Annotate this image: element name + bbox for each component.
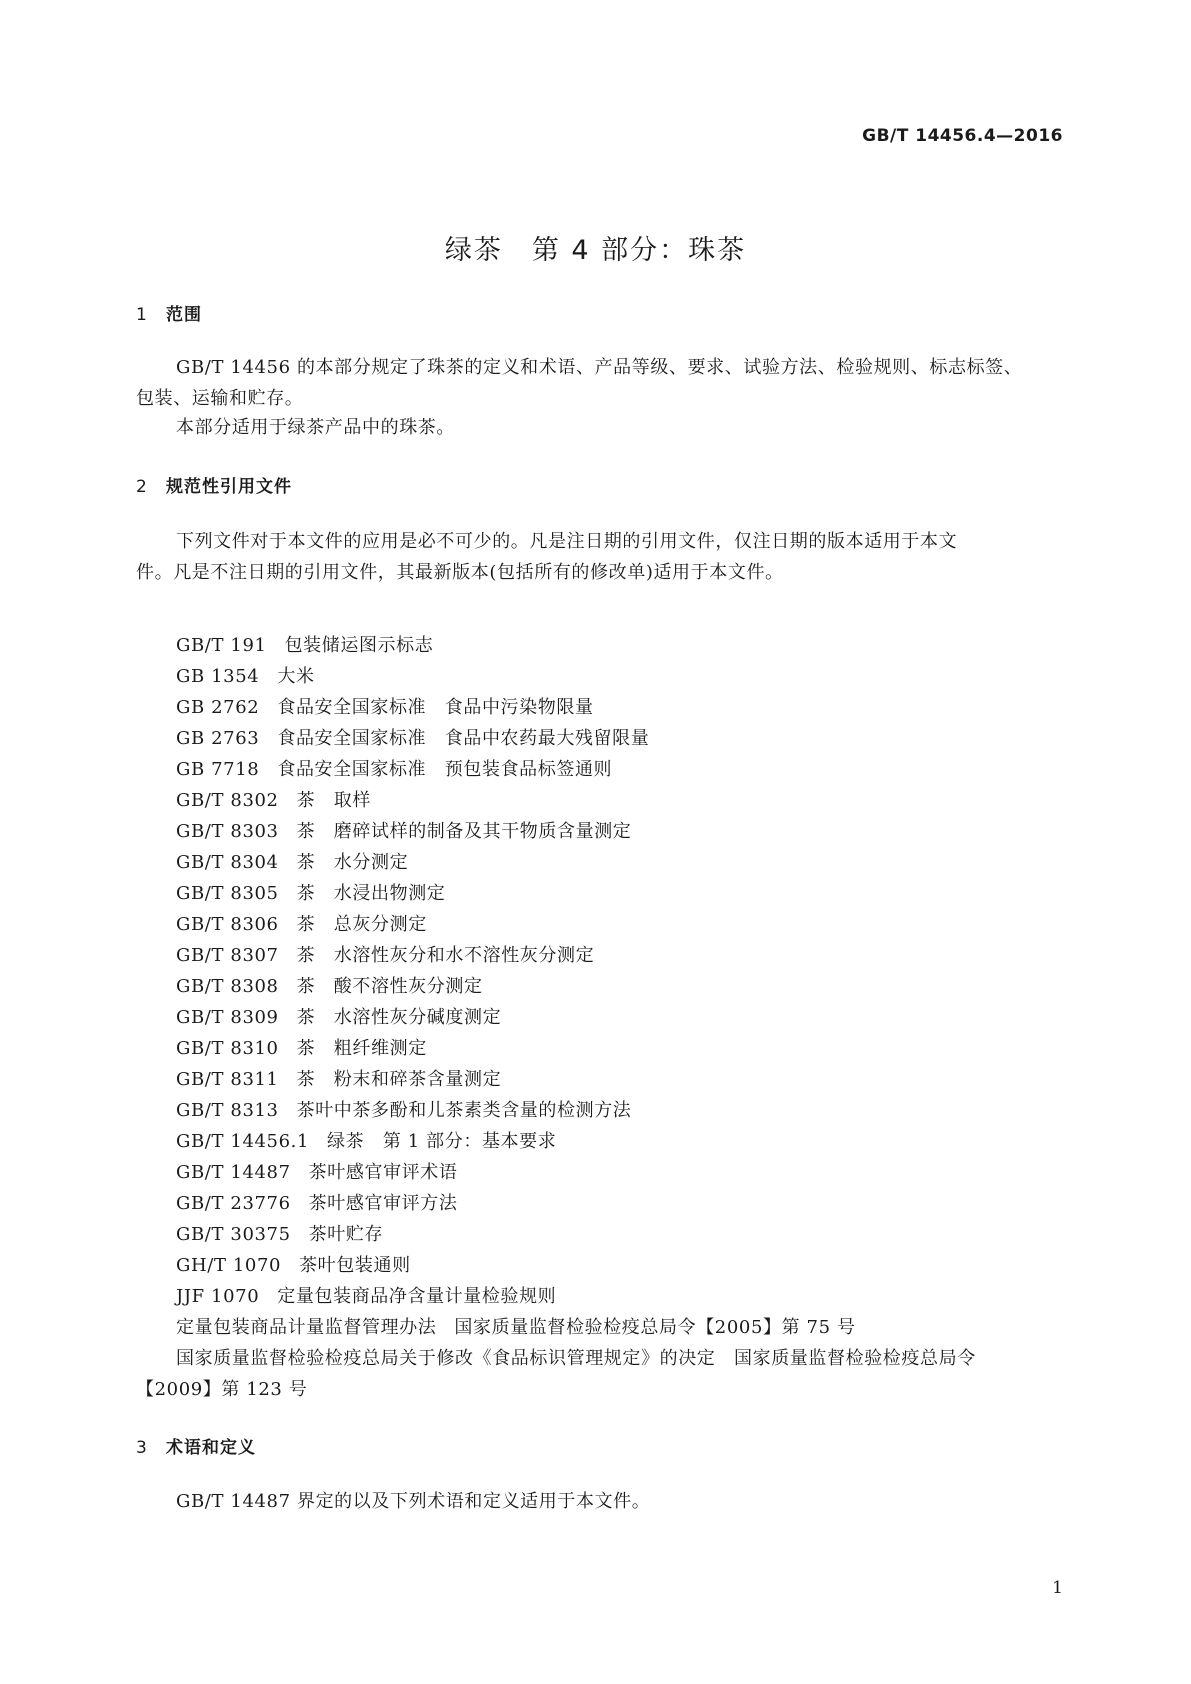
reference-code: GB/T 8304 xyxy=(176,852,279,873)
section-3-title: 术语和定义 xyxy=(166,1438,256,1458)
reference-title: 食品安全国家标准 食品中污染物限量 xyxy=(277,697,594,718)
reference-item xyxy=(176,1157,1056,1188)
reference-code: GB/T 8309 xyxy=(176,1007,279,1028)
reference-item xyxy=(176,1250,1056,1281)
reference-item xyxy=(176,1312,1056,1343)
reference-code: GH/T 1070 xyxy=(176,1255,282,1276)
reference-title: 茶 水溶性灰分和水不溶性灰分测定 xyxy=(296,945,595,966)
reference-code: GB 2762 xyxy=(176,697,260,718)
reference-item xyxy=(176,1281,1056,1312)
reference-title: 包装储运图示标志 xyxy=(284,635,434,656)
reference-title: 茶 总灰分测定 xyxy=(296,914,427,935)
reference-item xyxy=(176,754,1056,785)
reference-code: GB/T 23776 xyxy=(176,1193,291,1214)
reference-title: 茶 粗纤维测定 xyxy=(296,1038,427,1059)
page-number: 1 xyxy=(1052,1578,1063,1598)
reference-code: GB/T 8303 xyxy=(176,821,279,842)
reference-item xyxy=(176,630,1056,661)
reference-item xyxy=(176,785,1056,816)
section-1-number: 1 xyxy=(136,305,148,325)
section-3-heading xyxy=(136,1433,256,1458)
reference-title: 茶 水分测定 xyxy=(296,852,409,873)
reference-title: 茶叶包装通则 xyxy=(299,1255,411,1276)
reference-title: 茶 酸不溶性灰分测定 xyxy=(296,976,483,997)
reference-item xyxy=(176,723,1056,754)
reference-title: 食品安全国家标准 食品中农药最大残留限量 xyxy=(277,728,650,749)
section-2-number: 2 xyxy=(136,477,148,497)
reference-last-line-1: 国家质量监督检验检疫总局关于修改《食品标识管理规定》的决定 国家质量监督检验检疫总局令 xyxy=(176,1348,976,1369)
reference-title: 大米 xyxy=(277,666,315,687)
reference-item xyxy=(176,1188,1056,1219)
reference-item xyxy=(176,1126,1056,1157)
reference-item xyxy=(176,1095,1056,1126)
section-1-para-1-line-1: GB/T 14456 的本部分规定了珠茶的定义和术语、产品等级、要求、试验方法、检验规则、标志标签、 xyxy=(176,357,1023,378)
reference-item xyxy=(176,847,1056,878)
reference-last-line-2: 【2009】第 123 号 xyxy=(136,1379,308,1400)
reference-code: GB/T 191 xyxy=(176,635,267,656)
normative-reference-list xyxy=(176,630,1056,1343)
reference-code: JJF 1070 xyxy=(176,1286,260,1307)
reference-code: GB/T 8310 xyxy=(176,1038,279,1059)
reference-item xyxy=(176,878,1056,909)
reference-title: 绿茶 第 1 部分：基本要求 xyxy=(327,1131,557,1152)
reference-item xyxy=(176,971,1056,1002)
section-3-intro: GB/T 14487 界定的以及下列术语和定义适用于本文件。 xyxy=(176,1491,651,1512)
reference-title: 茶 取样 xyxy=(296,790,372,811)
section-1-paragraph-2: 本部分适用于绿茶产品中的珠茶。 xyxy=(176,417,455,438)
reference-title: 茶叶中茶多酚和儿茶素类含量的检测方法 xyxy=(296,1100,632,1121)
reference-item xyxy=(176,1064,1056,1095)
reference-item-last xyxy=(136,1343,1056,1405)
reference-code: GB 7718 xyxy=(176,759,260,780)
reference-title: 茶叶感官审评术语 xyxy=(308,1162,458,1183)
reference-code: GB/T 8311 xyxy=(176,1069,279,1090)
reference-title: 茶 磨碎试样的制备及其干物质含量测定 xyxy=(296,821,632,842)
reference-code: GB/T 30375 xyxy=(176,1224,291,1245)
reference-code: GB/T 8302 xyxy=(176,790,279,811)
section-2-heading xyxy=(136,472,292,497)
document-title: 绿茶 第 4 部分：珠茶 xyxy=(444,235,747,266)
section-1-heading xyxy=(136,300,202,325)
reference-title: 茶叶贮存 xyxy=(308,1224,384,1245)
reference-item xyxy=(176,1033,1056,1064)
reference-title: 定量包装商品净含量计量检验规则 xyxy=(277,1286,557,1307)
section-3-number: 3 xyxy=(136,1438,148,1458)
reference-code: GB/T 14456.1 xyxy=(176,1131,310,1152)
section-2-title: 规范性引用文件 xyxy=(166,477,292,497)
section-1-paragraph-1 xyxy=(136,352,1056,414)
reference-item xyxy=(176,909,1056,940)
reference-item xyxy=(176,1002,1056,1033)
reference-code: 定量包装商品计量监督管理办法 xyxy=(176,1317,437,1338)
reference-title: 茶 粉末和碎茶含量测定 xyxy=(296,1069,502,1090)
reference-code: GB/T 14487 xyxy=(176,1162,291,1183)
reference-title: 食品安全国家标准 预包装食品标签通则 xyxy=(277,759,613,780)
standard-number: GB/T 14456.4—2016 xyxy=(862,126,1063,146)
section-2-intro xyxy=(136,526,1056,588)
reference-code: GB/T 8306 xyxy=(176,914,279,935)
reference-item xyxy=(176,816,1056,847)
section-2-intro-line-1: 下列文件对于本文件的应用是必不可少的。凡是注日期的引用文件，仅注日期的版本适用于本文 xyxy=(176,531,958,552)
reference-code: GB/T 8308 xyxy=(176,976,279,997)
reference-code: GB 1354 xyxy=(176,666,260,687)
section-1-title: 范围 xyxy=(166,305,202,325)
reference-title: 茶 水浸出物测定 xyxy=(296,883,446,904)
reference-title: 茶叶感官审评方法 xyxy=(308,1193,458,1214)
reference-item xyxy=(176,661,1056,692)
reference-title: 茶 水溶性灰分碱度测定 xyxy=(296,1007,502,1028)
reference-code: GB/T 8305 xyxy=(176,883,279,904)
section-2-intro-line-2: 件。凡是不注日期的引用文件，其最新版本(包括所有的修改单)适用于本文件。 xyxy=(136,562,784,583)
reference-item xyxy=(176,940,1056,971)
reference-title: 国家质量监督检验检疫总局令【2005】第 75 号 xyxy=(454,1317,856,1338)
reference-item xyxy=(176,692,1056,723)
reference-item xyxy=(176,1219,1056,1250)
reference-code: GB/T 8307 xyxy=(176,945,279,966)
section-1-para-1-line-2: 包装、运输和贮存。 xyxy=(136,388,304,409)
reference-code: GB/T 8313 xyxy=(176,1100,279,1121)
reference-code: GB 2763 xyxy=(176,728,260,749)
